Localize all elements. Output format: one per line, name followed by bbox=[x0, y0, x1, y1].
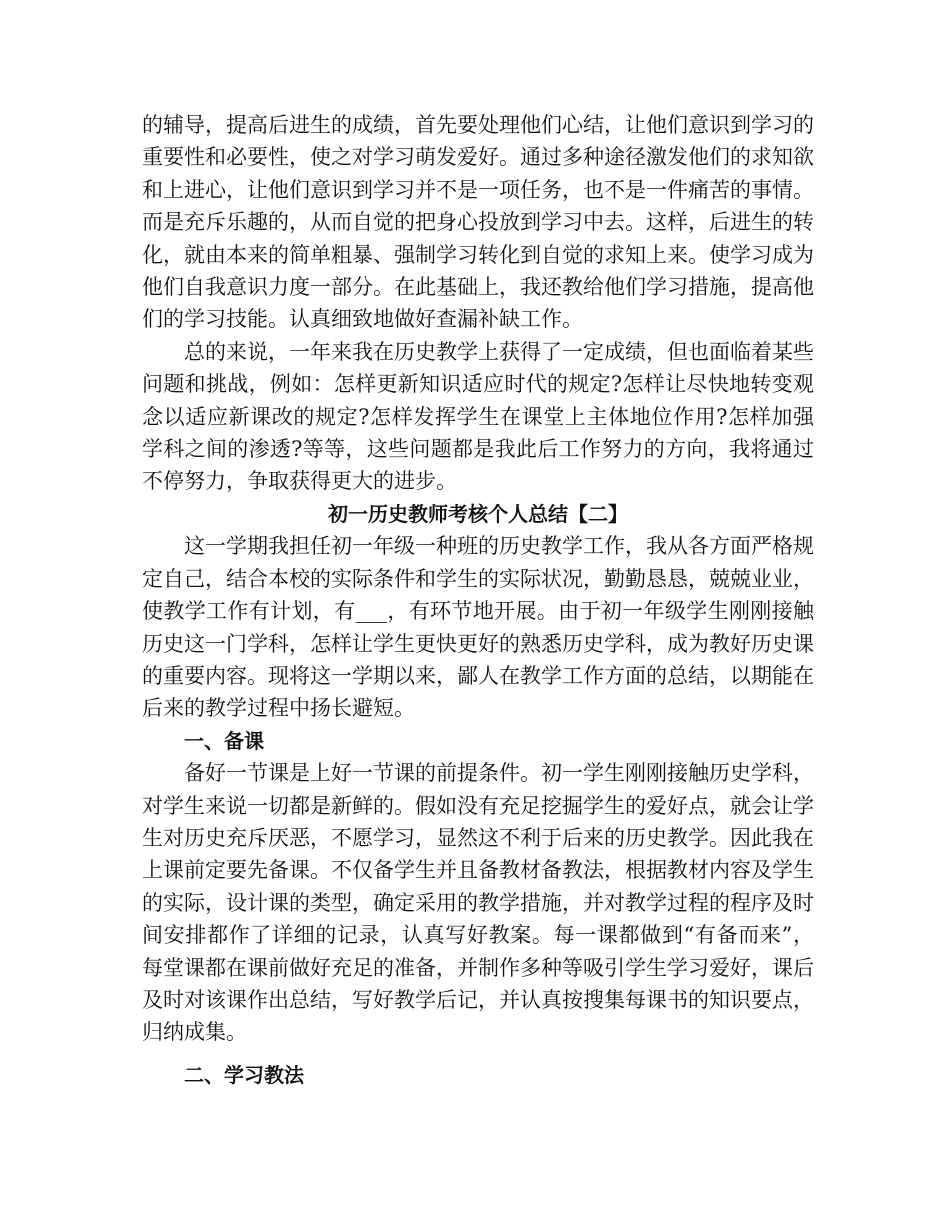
heading-lesson-prep: 一、备课 bbox=[184, 728, 264, 753]
heading-teaching-methods: 二、学习教法 bbox=[184, 1062, 304, 1087]
section-title: 初一历史教师考核个人总结【二】 bbox=[328, 501, 628, 526]
paragraph-intro: 这一学期我担任初一年级一种班的历史教学工作，我从各方面严格规定自己，结合本校的实际条件和学生的实际状况，勤勤恳恳，兢兢业业，使教学工作有计划，有___，有环节地开展。由于初一年级学生刚刚接触历史这一门学科，怎样让学生更快更好的熟悉历史学科，成为教好历史课的重要内容。现将这一学期以来，鄙人在教学工作方面的总结，以期能在后来的教学过程中扬长避短。 bbox=[142, 534, 814, 721]
spacer bbox=[142, 1049, 814, 1059]
paragraph-lesson-prep: 备好一节课是上好一节课的前提条件。初一学生刚刚接触历史学科，对学生来说一切都是新鲜的。假如没有充足挖掘学生的爱好点，就会让学生对历史充斥厌恶，不愿学习，显然这不利于后来的历史教学。因此我在上课前定要先备课。不仅备学生并且备教材备教法，根据教材内容及学生的实际，设计课的类型，确定采用的教学措施，并对教学过程的程序及时间安排都作了详细的记录，认真写好教案。每一课都做到“有备而来”，每堂课都在课前做好充足的准备，并制作多种等吸引学生学习爱好，课后及时对该课作出总结，写好教学后记，并认真按搜集每课书的知识要点，归纳成集。 bbox=[142, 761, 814, 1045]
paragraph-continued: 的辅导，提高后进生的成绩，首先要处理他们心结，让他们意识到学习的重要性和必要性，使之对学习萌发爱好。通过多种途径激发他们的求知欲和上进心，让他们意识到学习并不是一项任务，也不是一件痛苦的事情。而是充斥乐趣的，从而自觉的把身心投放到学习中去。这样，后进生的转化，就由本来的简单粗暴、强制学习转化到自觉的求知上来。使学习成为他们自我意识力度一部分。在此基础上，我还教给他们学习措施，提高他们的学习技能。认真细致地做好查漏补缺工作。 bbox=[142, 113, 814, 332]
document-body bbox=[142, 109, 814, 1091]
paragraph-summary: 总的来说，一年来我在历史教学上获得了一定成绩，但也面临着某些问题和挑战，例如：怎样更新知识适应时代的规定?怎样让尽快地转变观念以适应新课改的规定?怎样发挥学生在课堂上主体地位作用?怎样加强学科之间的渗透?等等，这些问题都是我此后工作努力的方向，我将通过不停努力，争取获得更大的进步。 bbox=[142, 339, 814, 494]
